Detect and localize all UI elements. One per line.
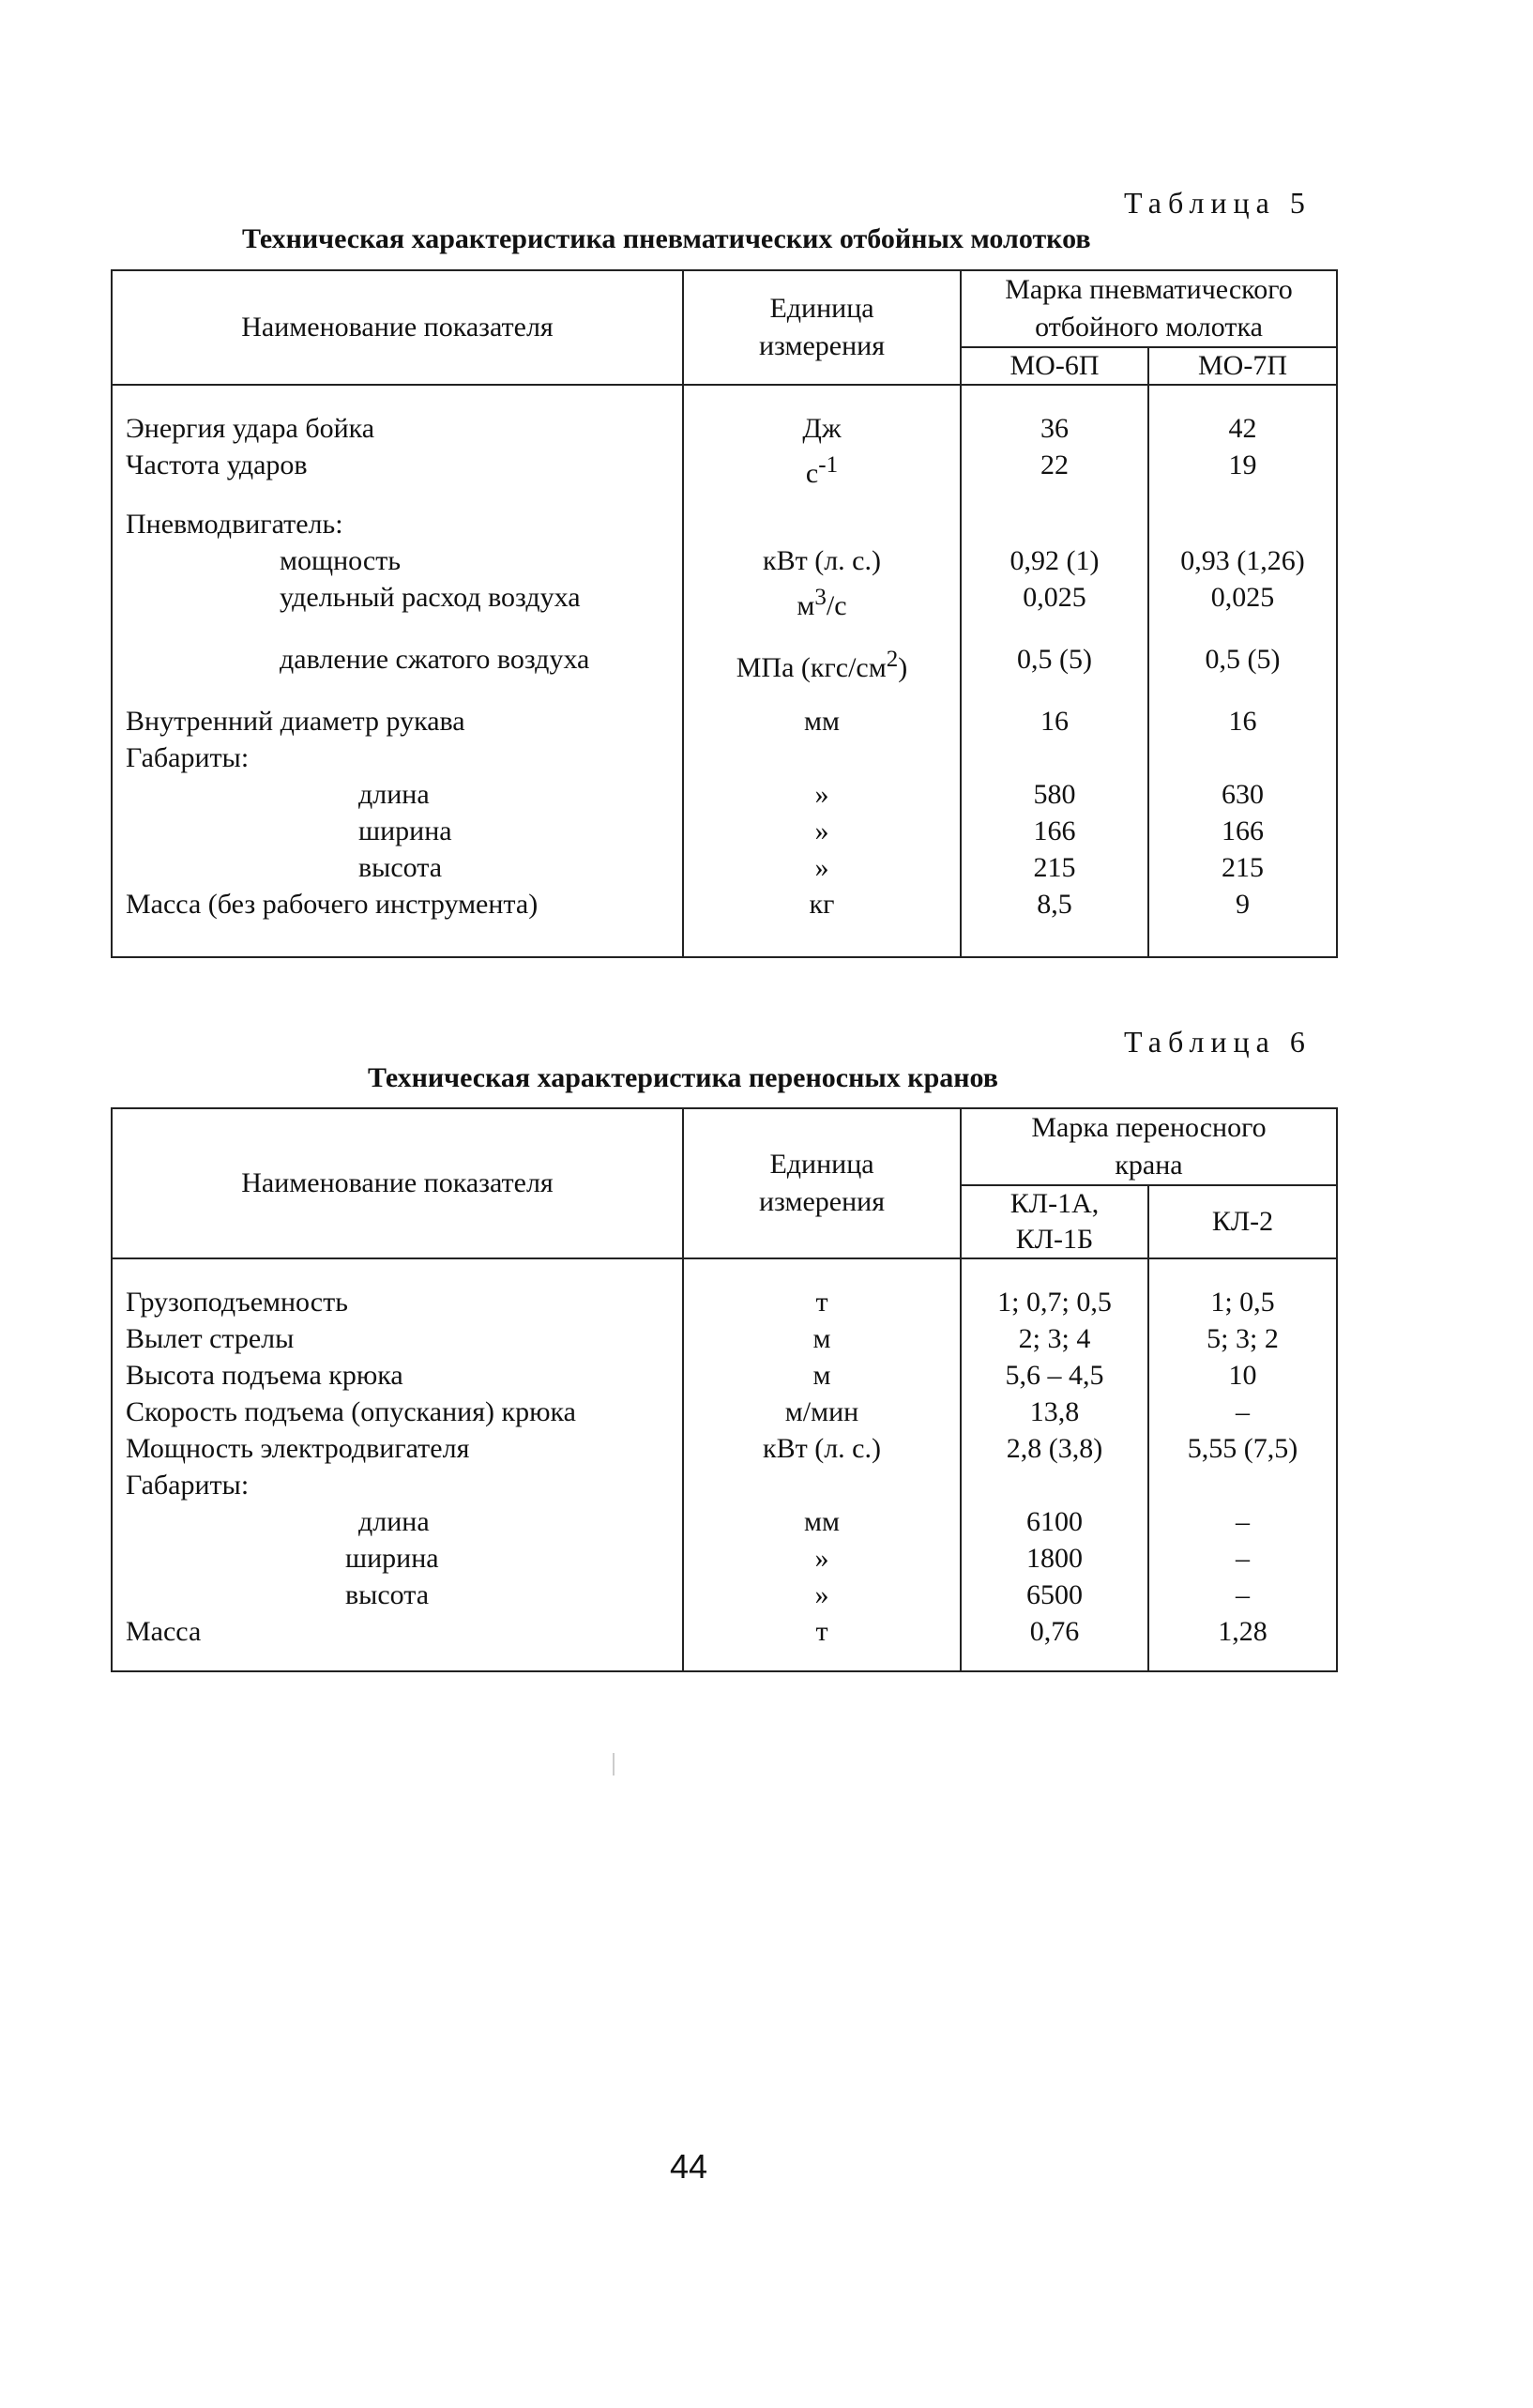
table5-row-unit: Дж [802,413,842,444]
table6-value: 6500 [1026,1579,1083,1610]
table5-value: 42 [1228,413,1257,444]
table5-value: 0,5 (5) [1017,644,1092,675]
table6-row-unit: » [814,1579,829,1610]
table5-header-brand-line1: Марка пневматического [1005,274,1293,305]
table5-header-brand [961,270,1337,347]
table5-row-name: длина [358,779,430,810]
scan-speck [613,1753,615,1776]
table6-row-name: Грузоподъемность [126,1287,348,1318]
table5-value: 0,025 [1023,582,1086,613]
table6-header-col2: КЛ-2 [1148,1185,1337,1258]
table5-value: 16 [1040,706,1069,737]
table6-row-unit: мм [804,1506,840,1537]
table5-row-name: ширина [358,815,452,846]
table5-names-column [112,385,683,957]
table6-header-col1-line2: КЛ-1Б [1015,1224,1094,1255]
table6-value: 6100 [1026,1506,1083,1537]
table5-row-unit: МПа $(кгс/см^2)$ [736,647,908,683]
table5-row-unit: $м^3/с$ [797,585,847,621]
table6-row-name: Мощность электродвигателя [126,1433,470,1464]
table6-row-unit: т [815,1616,828,1647]
table6-header-unit-line2: измерения [758,1186,885,1217]
table6-value: – [1236,1543,1250,1574]
table5-row-name: Внутренний диаметр рукава [126,706,465,737]
table5-row-name: Масса (без рабочего инструмента) [126,889,539,920]
table5-header-unit-line1: Единица [769,293,874,324]
table6-value: 5,6 – 4,5 [1005,1360,1104,1391]
table5-col1-values [961,385,1148,957]
table5-col2-values [1148,385,1337,957]
table5-row-name: мощность [280,545,401,576]
table5-row-unit: кг [809,889,835,920]
page-number: 44 [669,2147,708,2186]
table6-row-name: Габариты: [126,1470,250,1501]
table5-header-col1: МО-6П [961,347,1148,385]
table5-value: 16 [1228,706,1257,737]
table5-row-unit: кВт (л. с.) [763,545,881,576]
table5-title: Техническая характеристика пневматических отбойных молотков [242,223,1091,254]
table6-row-name: Вылет стрелы [126,1323,295,1354]
table6-row-unit: » [814,1543,829,1574]
table6-header-brand-line1: Марка переносного [1031,1112,1267,1143]
table5-value: 166 [1033,815,1076,846]
table6-title: Техническая характеристика переносных кранов [368,1062,999,1093]
table5-row-name: Пневмодвигатель: [126,509,343,540]
table6-header-name: Наименование показателя [112,1108,683,1258]
table5-value: 19 [1228,450,1257,480]
table6-names-column [112,1258,683,1671]
table6-value: – [1236,1506,1250,1537]
table5-value: 0,92 (1) [1009,545,1100,576]
table6-row-name: Скорость подъема (опускания) крюка [126,1396,576,1427]
table6-header-brand [961,1108,1337,1185]
table6-value: 1; 0,7; 0,5 [997,1287,1112,1318]
table5-row-unit: мм [804,706,840,737]
table6-value: 2,8 (3,8) [1006,1433,1103,1464]
table6-value: 2; 3; 4 [1018,1323,1091,1354]
table6-value: 13,8 [1029,1396,1080,1427]
table6-label: Таблица 6 [1124,1025,1312,1059]
table5-value: 9 [1236,889,1250,920]
table5-row-name: Энергия удара бойка [126,413,375,444]
table6-value: 5,55 (7,5) [1187,1433,1298,1464]
table6 [111,1107,1338,1672]
table6-row-unit: м [812,1360,831,1391]
table5-value: 215 [1033,852,1076,883]
table6-value: 1,28 [1218,1616,1267,1647]
table6-header-unit-line1: Единица [769,1149,874,1180]
table5-value: 0,5 (5) [1205,644,1281,675]
table5-row-name: высота [358,852,443,883]
table5-row-name: Частота ударов [126,450,308,480]
table6-value: 5; 3; 2 [1207,1323,1279,1354]
table5-header-unit-line2: измерения [758,330,885,361]
table5-row-unit: $с^{-1}$ [805,452,839,489]
table6-col1-values [961,1258,1148,1671]
table6-row-unit: м/мин [784,1396,859,1427]
table5-value: 630 [1222,779,1264,810]
table6-col2-values [1148,1258,1337,1671]
table6-value: 10 [1228,1360,1257,1391]
table5-value: 22 [1040,450,1069,480]
table6-row-name: высота [345,1579,430,1610]
table5-header-unit [683,270,961,385]
table6-units-column [683,1258,961,1671]
table5-value: 166 [1222,815,1264,846]
table5-label: Таблица 5 [1124,186,1312,220]
table5-header-col2: МО-7П [1148,347,1337,385]
table6-row-unit: кВт (л. с.) [763,1433,881,1464]
table6-header-col1 [961,1185,1148,1258]
table6-row-name: ширина [345,1543,439,1574]
table5-units-column [683,385,961,957]
table5-row-name: Габариты: [126,742,250,773]
table5-row-unit: » [814,779,829,810]
table5-row-unit: » [814,815,829,846]
table6-row-name: Масса [126,1616,202,1647]
table5-value: 36 [1040,413,1069,444]
table6-header-brand-line2: крана [1115,1150,1183,1181]
table5-value: 8,5 [1037,889,1072,920]
table6-header-col1-line1: КЛ-1А, [1009,1188,1100,1219]
table6-value: 1800 [1026,1543,1083,1574]
table6-value: 1; 0,5 [1210,1287,1275,1318]
table6-row-name: длина [358,1506,430,1537]
table5-header-brand-line2: отбойного молотка [1035,312,1263,343]
table5-value: 0,025 [1210,582,1275,613]
table6-value: 0,76 [1029,1616,1080,1647]
table5-row-unit: » [814,852,829,883]
table5-value: 215 [1222,852,1264,883]
table5-row-name: удельный расход воздуха [280,582,581,613]
table6-value: – [1236,1579,1250,1610]
table6-value: – [1236,1396,1250,1427]
table6-row-name: Высота подъема крюка [126,1360,403,1391]
table6-row-unit: т [815,1287,828,1318]
table5-header-name: Наименование показателя [112,270,683,385]
table6-row-unit: м [812,1323,831,1354]
table5 [111,269,1338,958]
table5-row-name: давление сжатого воздуха [280,644,590,675]
table5-value: 0,93 (1,26) [1180,545,1305,576]
table6-header-unit [683,1108,961,1258]
table5-value: 580 [1033,779,1076,810]
